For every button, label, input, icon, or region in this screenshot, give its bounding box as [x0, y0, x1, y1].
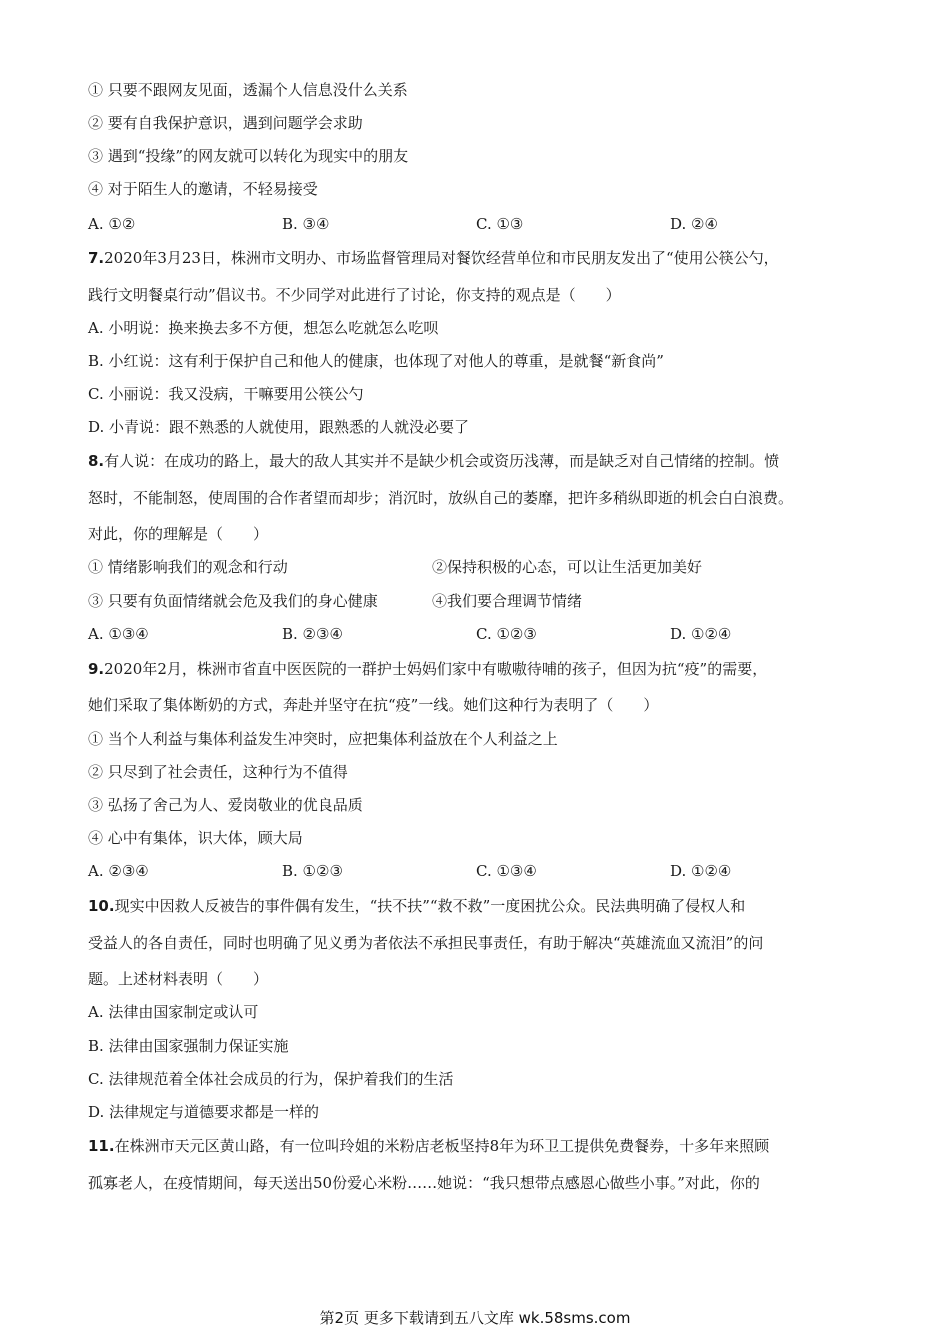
q9-statement-2: ② 只尽到了社会责任，这种行为不值得 [88, 763, 348, 781]
q8-statement-2: ②保持积极的心态，可以让生活更加美好 [432, 558, 703, 576]
q10-stem-line-1 [88, 896, 745, 916]
q8-statement-4: ④我们要合理调节情绪 [432, 592, 583, 610]
q9-number: 9. [88, 660, 105, 678]
q9-statement-3: ③ 弘扬了舍己为人、爱岗敬业的优良品质 [88, 796, 363, 814]
q11-stem-text-1: 在株洲市天元区黄山路，有一位叫玲姐的米粉店老板坚持8年为环卫工提供免费餐券，十多年来照顾 [114, 1137, 770, 1155]
q8-option-a: A. ①③④ [88, 625, 149, 643]
q11-stem-line-2: 孤寡老人，在疫情期间，每天送出50份爱心米粉……她说：“我只想带点感恩心做些小事。”对此，你的 [88, 1174, 760, 1192]
q11-number: 11. [88, 1137, 115, 1155]
q7-stem-line-1 [88, 248, 779, 268]
q8-statement-1: ① 情绪影响我们的观念和行动 [88, 558, 288, 576]
q10-stem-line-2: 受益人的各自责任，同时也明确了见义勇为者依法不承担民事责任，有助于解决“英雄流血又流泪”的问 [88, 934, 764, 952]
q8-number: 8. [88, 452, 105, 470]
q9-option-d: D. ①②④ [670, 862, 732, 880]
q9-statement-4: ④ 心中有集体，识大体，顾大局 [88, 829, 303, 847]
q6-option-b: B. ③④ [282, 215, 330, 233]
q10-stem-line-3: 题。上述材料表明（ ） [88, 970, 269, 988]
q6-option-c: C. ①③ [476, 215, 524, 233]
q7-option-c: C. 小丽说：我又没病，干嘛要用公筷公勺 [88, 385, 364, 403]
q7-option-d: D. 小青说：跟不熟悉的人就使用，跟熟悉的人就没必要了 [88, 418, 470, 436]
q7-option-b: B. 小红说：这有利于保护自己和他人的健康，也体现了对他人的尊重，是就餐“新食尚” [88, 352, 664, 370]
q10-option-b: B. 法律由国家强制力保证实施 [88, 1037, 289, 1055]
q7-stem-line-2: 践行文明餐桌行动”倡议书。不少同学对此进行了讨论，你支持的观点是（ ） [88, 286, 621, 304]
q8-option-b: B. ②③④ [282, 625, 343, 643]
q8-stem-line-1 [88, 451, 779, 471]
q9-stem-line-2: 她们采取了集体断奶的方式，奔赴并坚守在抗“疫”一线。她们这种行为表明了（ ） [88, 696, 659, 714]
q10-stem-text-1: 现实中因救人反被告的事件偶有发生，“扶不扶”“救不救”一度困扰公众。民法典明确了侵权人和 [114, 897, 746, 915]
q10-number: 10. [88, 897, 115, 915]
q9-stem-line-1 [88, 659, 767, 679]
q9-stem-text-1: 2020年2月，株洲市省直中医医院的一群护士妈妈们家中有嗷嗷待哺的孩子，但因为抗“疫”的需要， [104, 660, 768, 678]
q6-option-d: D. ②④ [670, 215, 718, 233]
q9-option-c: C. ①③④ [476, 862, 537, 880]
q7-option-a: A. 小明说：换来换去多不方便，想怎么吃就怎么吃呗 [88, 319, 439, 337]
q8-stem-line-2: 怒时，不能制怒，使周围的合作者望而却步；消沉时，放纵自己的萎靡，把许多稍纵即逝的机会白白浪费。 [88, 489, 794, 507]
page-footer: 第2页 更多下载请到五八文库 wk.58sms.com [319, 1309, 631, 1327]
q10-option-a: A. 法律由国家制定或认可 [88, 1003, 259, 1021]
q6-statement-3: ③ 遇到“投缘”的网友就可以转化为现实中的朋友 [88, 147, 409, 165]
q9-statement-1: ① 当个人利益与集体利益发生冲突时，应把集体利益放在个人利益之上 [88, 730, 558, 748]
q11-stem-line-1 [88, 1136, 769, 1156]
q8-option-d: D. ①②④ [670, 625, 732, 643]
q9-option-a: A. ②③④ [88, 862, 149, 880]
q7-stem-text-1: 2020年3月23日，株洲市文明办、市场监督管理局对餐饮经营单位和市民朋友发出了“使用公筷公勺， [104, 249, 779, 267]
q6-option-a: A. ①② [88, 215, 136, 233]
q7-number: 7. [88, 249, 105, 267]
q10-option-c: C. 法律规范着全体社会成员的行为，保护着我们的生活 [88, 1070, 454, 1088]
q8-statement-3: ③ 只要有负面情绪就会危及我们的身心健康 [88, 592, 378, 610]
q6-statement-1: ① 只要不跟网友见面，透漏个人信息没什么关系 [88, 81, 408, 99]
q10-option-d: D. 法律规定与道德要求都是一样的 [88, 1103, 320, 1121]
q6-statement-2: ② 要有自我保护意识，遇到问题学会求助 [88, 114, 363, 132]
q8-option-c: C. ①②③ [476, 625, 537, 643]
q9-option-b: B. ①②③ [282, 862, 343, 880]
q8-stem-text-1: 有人说：在成功的路上，最大的敌人其实并不是缺少机会或资历浅薄，而是缺乏对自己情绪的控制。愤 [104, 452, 780, 470]
q6-statement-4: ④ 对于陌生人的邀请，不轻易接受 [88, 180, 318, 198]
q8-stem-line-3: 对此，你的理解是（ ） [88, 525, 269, 543]
